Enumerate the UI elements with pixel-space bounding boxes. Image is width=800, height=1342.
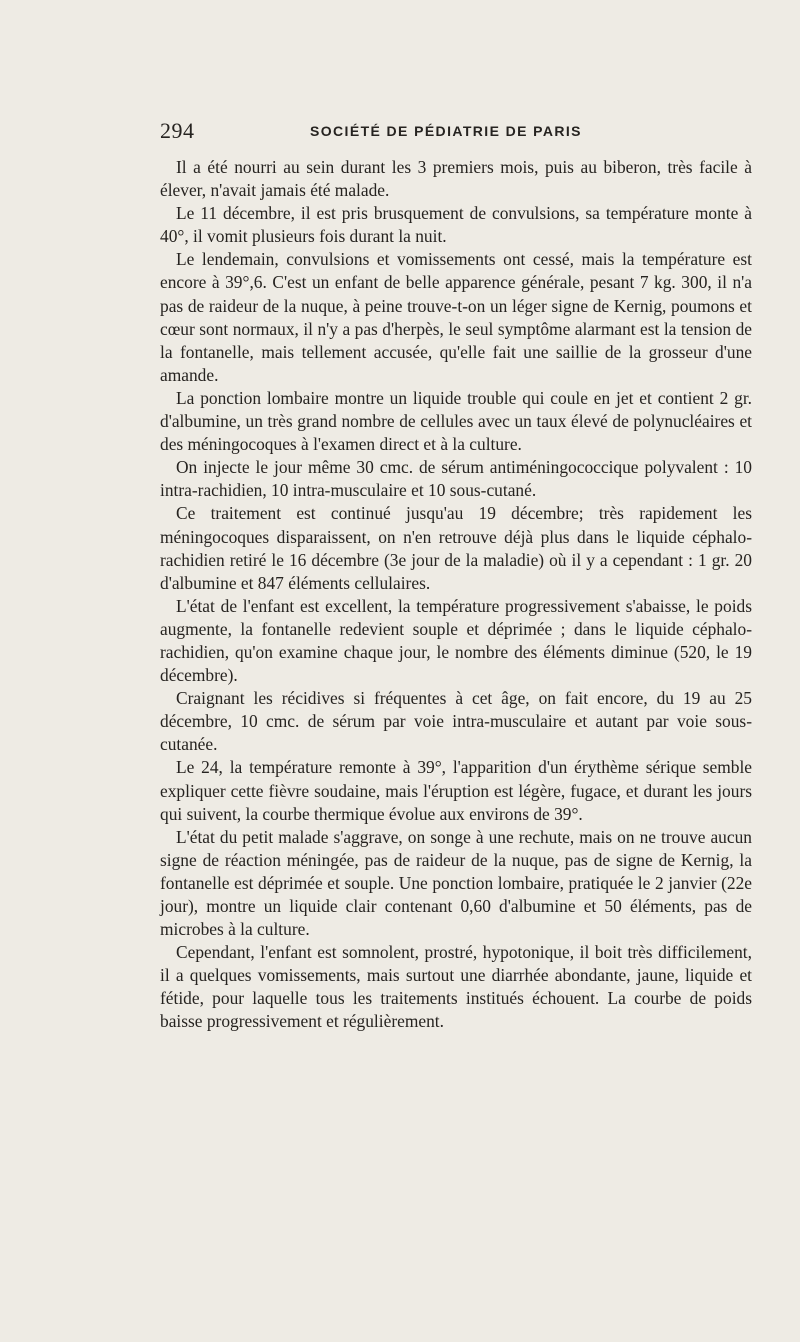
body-text [160, 156, 752, 1034]
paragraph: Le 11 décembre, il est pris brusquement de convulsions, sa température monte à 40°, il vomit plusieurs fois durant la nuit. [160, 203, 752, 247]
running-title: SOCIÉTÉ DE PÉDIATRIE DE PARIS [310, 123, 582, 139]
paragraph: Il a été nourri au sein durant les 3 premiers mois, puis au biberon, très facile à élever, n'avait jamais été malade. [160, 157, 752, 201]
paragraph: Cependant, l'enfant est somnolent, prostré, hypotonique, il boit très difficilement, il a quelques vomissements, mais surtout une diarrhée abondante, jaune, liquide et fétide, pour laquelle tous les traitements institués échouent. La courbe de poids baisse progressivement et régulièrement. [160, 942, 752, 1032]
page-number: 294 [160, 118, 195, 143]
paragraph: Le lendemain, convulsions et vomissements ont cessé, mais la température est encore à 39°,6. C'est un enfant de belle apparence générale, pesant 7 kg. 300, il n'a pas de raideur de la nuque, à peine trouve-t-on un léger signe de Kernig, poumons et cœur sont normaux, il n'y a pas d'herpès, le seul symptôme alarmant est la tension de la fontanelle, mais tellement accusée, qu'elle fait une saillie de la grosseur d'une amande. [160, 249, 752, 385]
paragraph: L'état du petit malade s'aggrave, on songe à une rechute, mais on ne trouve aucun signe de réaction méningée, pas de raideur de la nuque, pas de signe de Kernig, la fontanelle est déprimée et souple. Une ponction lombaire, pratiquée le 2 janvier (22e jour), montre un liquide clair contenant 0,60 d'albumine et 50 éléments, pas de microbes à la culture. [160, 826, 752, 940]
paragraph: On injecte le jour même 30 cmc. de sérum antiméningococcique polyvalent : 10 intra-rachidien, 10 intra-musculaire et 10 sous-cutané. [160, 457, 752, 501]
paragraph: La ponction lombaire montre un liquide trouble qui coule en jet et contient 2 gr. d'albumine, un très grand nombre de cellules avec un taux élevé de polynucléaires et des méningocoques à l'examen direct et à la culture. [160, 387, 752, 455]
page-header [160, 118, 752, 148]
paragraph: L'état de l'enfant est excellent, la température progressivement s'abaisse, le poids augmente, la fontanelle redevient souple et déprimée ; dans le liquide céphalo-rachidien, qu'on examine chaque jour, le nombre des éléments diminue (520, le 19 décembre). [160, 595, 752, 686]
paragraph: Le 24, la température remonte à 39°, l'apparition d'un érythème sérique semble expliquer cette fièvre soudaine, mais l'éruption est légère, fugace, et durant les jours qui suivent, la courbe thermique évolue aux environs de 39°. [160, 757, 752, 824]
paragraph: Ce traitement est continué jusqu'au 19 décembre; très rapidement les méningocoques disparaissent, on n'en retrouve déjà plus dans le liquide céphalo-rachidien retiré le 16 décembre (3e jour de la maladie) où il y a cependant : 1 gr. 20 d'albumine et 847 éléments cellulaires. [160, 503, 752, 593]
paragraph: Craignant les récidives si fréquentes à cet âge, on fait encore, du 19 au 25 décembre, 10 cmc. de sérum par voie intra-musculaire et autant par voie sous-cutanée. [160, 688, 752, 755]
